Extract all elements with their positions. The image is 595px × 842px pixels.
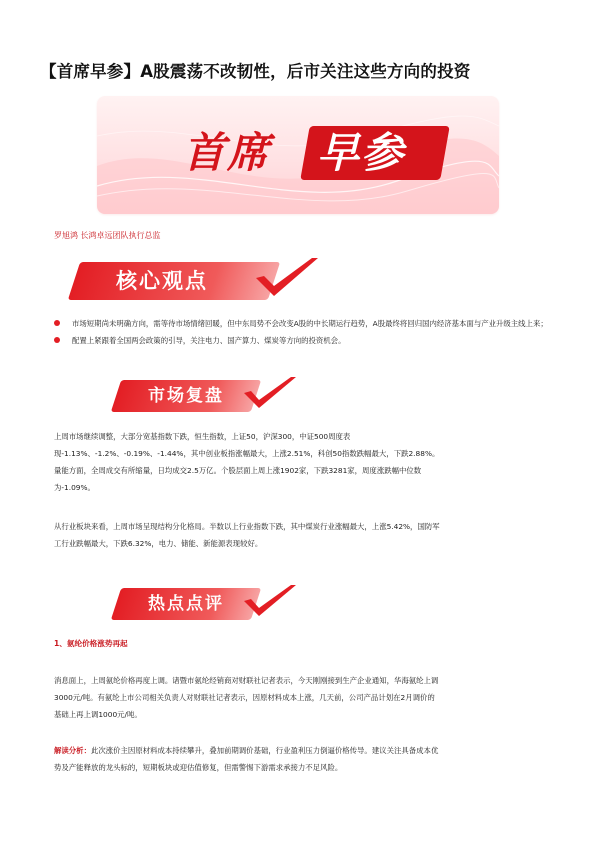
text-line: 3000元/吨。有氨纶上市公司相关负责人对财联社记者表示，因原材料成本上涨，几天前，公司产品计划在2月调价的	[54, 693, 435, 702]
section-header-core-view	[74, 262, 334, 306]
header-banner	[97, 96, 499, 214]
section-header-hot-topics	[116, 588, 316, 632]
text-line: 量能方面，全周成交有所缩量，日均成交2.5万亿。个股层面上周上涨1902家，下跌3281家，周度涨跌幅中位数	[54, 466, 422, 475]
section-title: 核心观点	[116, 269, 208, 293]
hot-topic-news	[54, 672, 549, 723]
checkmark-icon	[241, 375, 299, 415]
list-item-text: 配置上紧跟着全国两会政策的引导，关注电力、国产算力、煤炭等方向的投资机会。	[72, 336, 346, 345]
hot-topic-heading: 1、氨纶价格涨势再起	[54, 639, 128, 648]
text-line: 消息面上，上周氨纶价格再度上调。诸暨市氨纶经销商对财联社记者表示，今天刚刚接到生产企业通知，华海氨纶上调	[54, 676, 439, 685]
text-line: 为-1.09%。	[54, 483, 95, 492]
page-title: 【首席早参】A股震荡不改韧性，后市关注这些方向的投资	[40, 62, 471, 81]
market-review-paragraph-2	[54, 518, 549, 552]
text-line: 上周市场继续调整，大部分宽基指数下跌，恒生指数，上证50，沪深300，中证500周度表	[54, 432, 351, 441]
core-points-list	[54, 315, 549, 349]
author-line: 罗旭鸿 长鸿卓远团队执行总监	[54, 231, 161, 240]
section-title: 市场复盘	[148, 386, 224, 406]
section-header-market-review	[116, 380, 316, 424]
bullet-icon	[54, 337, 60, 343]
text-line: 基础上再上调1000元/吨。	[54, 710, 142, 719]
market-review-paragraph-1	[54, 428, 549, 496]
list-item-text: 市场短期尚未明确方向，需等待市场情绪回暖，但中东局势不会改变A股的中长期运行趋势，A股最终将回归国内经济基本面与产业升级主线上来；	[72, 319, 548, 328]
list-item	[54, 332, 549, 349]
checkmark-icon	[241, 583, 299, 623]
hot-topic-analysis	[54, 742, 549, 776]
banner-title-left: 首席	[183, 128, 272, 177]
list-item	[54, 315, 549, 332]
checkmark-icon	[252, 256, 322, 304]
section-title: 热点点评	[148, 594, 224, 614]
text-line: 从行业板块来看，上周市场呈现结构分化格局。半数以上行业指数下跌，其中煤炭行业涨幅最大，上涨5.42%，国防军	[54, 522, 440, 531]
banner-title-right: 早参	[317, 128, 406, 177]
analysis-text: 此次涨价主因原材料成本持续攀升，叠加前期调价基础，行业盈利压力倒逼价格传导。建议关注具备成本优	[90, 746, 439, 755]
text-line: 现-1.13%、-1.2%、-0.19%、-1.44%，其中创业板指涨幅最大，上涨2.51%，科创50指数跌幅最大，下跌2.88%。	[54, 449, 440, 458]
text-line	[54, 742, 549, 759]
bullet-icon	[54, 320, 60, 326]
analysis-label: 解读分析：	[54, 746, 91, 755]
text-line: 工行业跌幅最大，下跌6.32%，电力、储能、新能源表现较好。	[54, 539, 263, 548]
text-line: 势及产能释放的龙头标的，短期板块或迎估值修复，但需警惕下游需求承接力不足风险。	[54, 763, 343, 772]
